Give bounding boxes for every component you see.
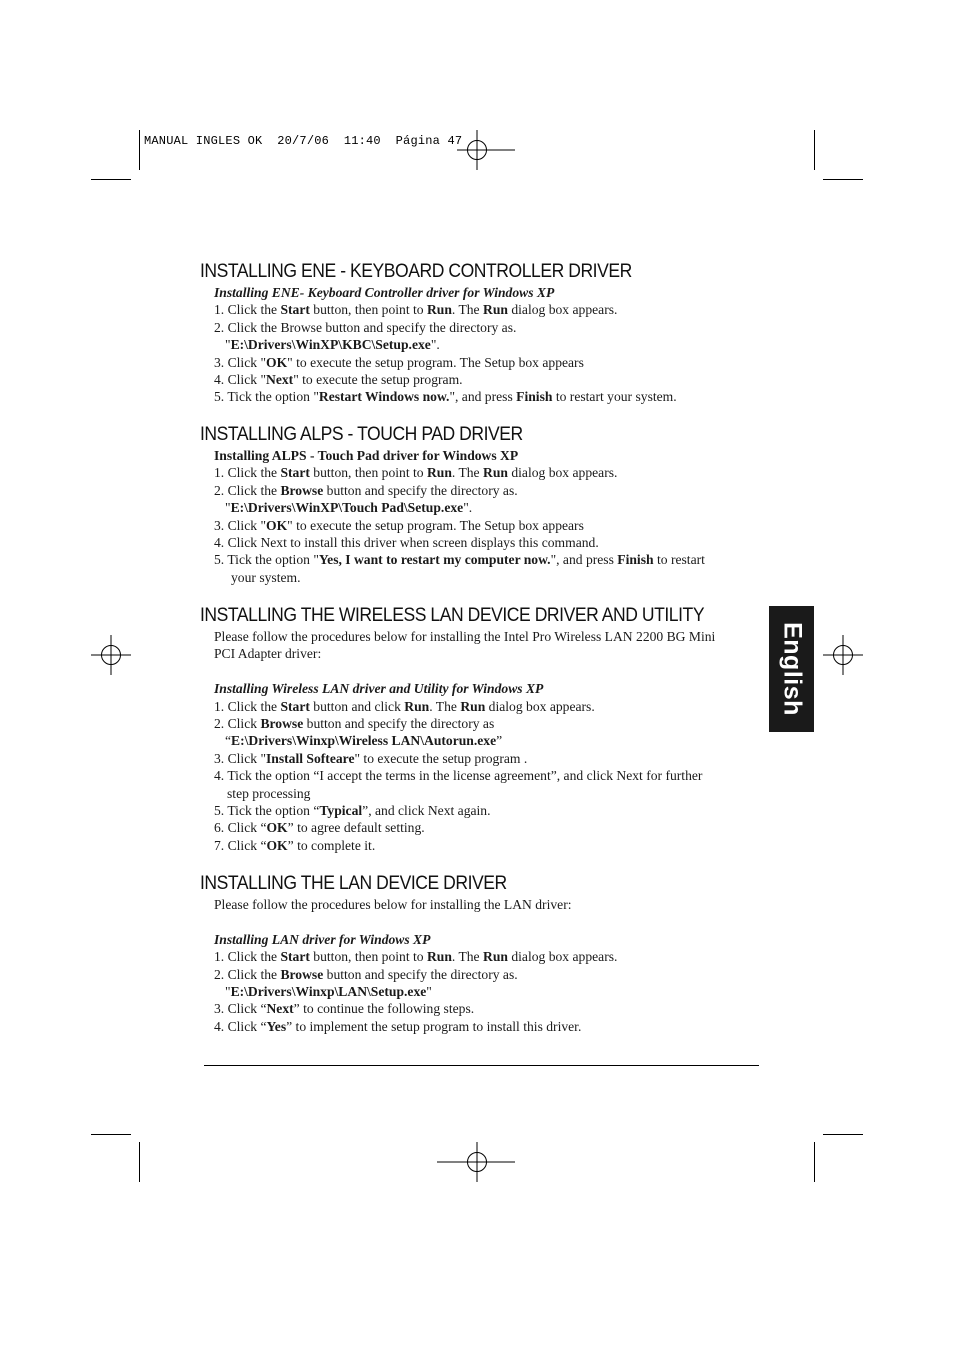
step-2-path: "E:\Drivers\Winxp\LAN\Setup.exe" [225, 984, 432, 1000]
crop-mark-top-right-horizontal [823, 179, 863, 180]
step-4: 4. Click Next to install this driver when screen displays this command. [214, 535, 599, 551]
step-3: 3. Click "Install Softeare" to execute the setup program . [214, 750, 528, 766]
subtitle: Installing Wireless LAN driver and Utility for Windows XP [214, 681, 544, 697]
language-tab [769, 606, 814, 732]
step-2: 2. Click the Browse button and specify the directory as. [214, 319, 517, 335]
crop-mark-bottom-left-vertical [139, 1142, 140, 1182]
section-title-lan: INSTALLING THE LAN DEVICE DRIVER [200, 872, 507, 894]
step-4: 4. Click "Next" to execute the setup program. [214, 372, 463, 388]
section-title-kbc: INSTALLING ENE - KEYBOARD CONTROLLER DRIVER [200, 260, 632, 282]
step-2-path: “E:\Drivers\Winxp\Wireless LAN\Autorun.exe” [225, 733, 503, 749]
step-1: 1. Click the Start button, then point to Run. The Run dialog box appears. [214, 465, 618, 481]
language-tab-label: English [778, 622, 806, 716]
step-5-continued: your system. [231, 569, 301, 585]
subtitle: Installing ENE- Keyboard Controller driver for Windows XP [214, 285, 555, 300]
spacer [214, 913, 759, 930]
step-2: 2. Click Browse button and specify the directory as [214, 716, 495, 732]
section-title-alps: INSTALLING ALPS - TOUCH PAD DRIVER [200, 423, 523, 445]
step-4: 4. Tick the option “I accept the terms in the license agreement”, and click Next for further [214, 768, 703, 784]
section-body-wlan [214, 628, 759, 854]
step-4: 4. Click “Yes” to implement the setup program to install this driver. [214, 1018, 582, 1034]
step-6: 6. Click “OK” to agree default setting. [214, 820, 425, 836]
intro: Please follow the procedures below for installing the LAN driver: [214, 897, 572, 912]
step-2-path: "E:\Drivers\WinXP\KBC\Setup.exe". [225, 337, 440, 353]
step-7: 7. Click “OK” to complete it. [214, 837, 376, 853]
step-1: 1. Click the Start button and click Run. The Run dialog box appears. [214, 698, 595, 714]
crop-mark-bottom-right-horizontal [823, 1134, 863, 1135]
step-3: 3. Click "OK" to execute the setup program. The Setup box appears [214, 354, 584, 370]
registration-mark-right-icon [823, 635, 863, 675]
step-5: 5. Tick the option "Yes, I want to restart my computer now.", and press Finish to restart [214, 552, 705, 568]
step-3: 3. Click "OK" to execute the setup program. The Setup box appears [214, 517, 584, 533]
registration-mark-top-icon [457, 130, 517, 170]
step-1: 1. Click the Start button, then point to Run. The Run dialog box appears. [214, 949, 618, 965]
subtitle: Installing ALPS - Touch Pad driver for Windows XP [214, 448, 519, 463]
step-3: 3. Click “Next” to continue the following steps. [214, 1001, 475, 1017]
print-slug: MANUAL INGLES OK 20/7/06 11:40 Página 47 [144, 134, 463, 148]
subtitle: Installing LAN driver for Windows XP [214, 931, 431, 947]
step-5: 5. Tick the option "Restart Windows now.", and press Finish to restart your system. [214, 389, 677, 405]
section-body-kbc [214, 284, 759, 406]
intro-line-1: Please follow the procedures below for installing the Intel Pro Wireless LAN 2200 BG Mini [214, 629, 716, 644]
crop-mark-bottom-left-horizontal [91, 1134, 131, 1135]
section-title-wlan: INSTALLING THE WIRELESS LAN DEVICE DRIVER AND UTILITY [200, 604, 705, 626]
step-2: 2. Click the Browse button and specify the directory as. [214, 482, 518, 498]
registration-mark-bottom-icon [437, 1142, 517, 1182]
step-2-path: "E:\Drivers\WinXP\Touch Pad\Setup.exe". [225, 500, 473, 516]
section-body-lan [214, 896, 759, 1035]
crop-mark-top-left-vertical [139, 130, 140, 170]
step-2: 2. Click the Browse button and specify the directory as. [214, 966, 518, 982]
section-body-alps [214, 447, 759, 586]
registration-mark-left-icon [91, 635, 131, 675]
crop-mark-bottom-right-vertical [814, 1142, 815, 1182]
footer-rule [204, 1065, 759, 1066]
intro-line-2: PCI Adapter driver: [214, 646, 322, 662]
crop-mark-top-right-vertical [814, 130, 815, 170]
crop-mark-top-left-horizontal [91, 179, 131, 180]
step-4-continued: step processing [227, 785, 311, 801]
step-1: 1. Click the Start button, then point to Run. The Run dialog box appears. [214, 302, 618, 318]
step-5: 5. Tick the option “Typical”, and click Next again. [214, 803, 491, 819]
spacer [214, 663, 759, 680]
